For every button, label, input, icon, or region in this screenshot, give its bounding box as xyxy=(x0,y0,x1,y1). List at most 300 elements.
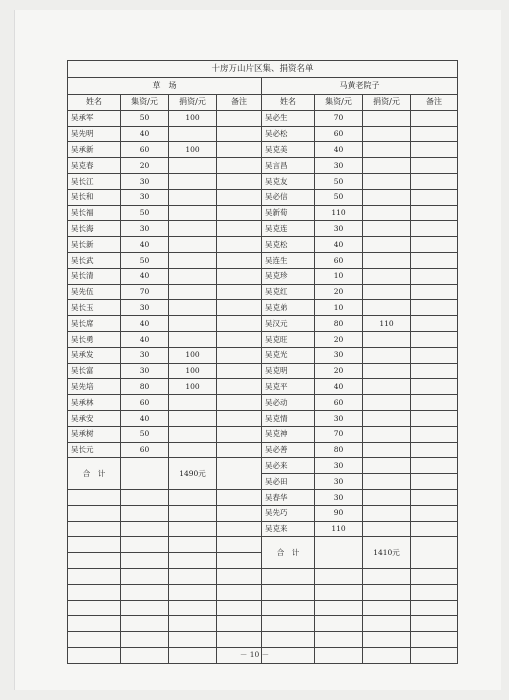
table-row xyxy=(68,173,458,189)
right-collect: 30 xyxy=(315,347,363,363)
right-empty xyxy=(315,584,363,600)
right-name: 吴先巧 xyxy=(262,505,315,521)
left-note xyxy=(217,221,262,237)
right-collect: 30 xyxy=(315,458,363,474)
right-collect: 90 xyxy=(315,505,363,521)
left-empty xyxy=(169,632,217,648)
right-note xyxy=(411,284,458,300)
right-name: 吴春华 xyxy=(262,489,315,505)
left-empty xyxy=(217,505,262,521)
left-collect: 40 xyxy=(121,331,169,347)
right-empty xyxy=(363,568,411,584)
table-row xyxy=(68,632,458,648)
right-donate xyxy=(363,268,411,284)
right-name: 吴克松 xyxy=(262,237,315,253)
left-empty xyxy=(68,505,121,521)
left-note xyxy=(217,300,262,316)
table-row xyxy=(68,189,458,205)
left-name: 吴先培 xyxy=(68,379,121,395)
right-donate xyxy=(363,458,411,474)
right-collect: 30 xyxy=(315,221,363,237)
right-donate xyxy=(363,395,411,411)
right-donate xyxy=(363,110,411,126)
right-empty xyxy=(262,600,315,616)
left-note xyxy=(217,379,262,395)
left-donate xyxy=(169,126,217,142)
left-collect: 30 xyxy=(121,363,169,379)
left-empty xyxy=(217,489,262,505)
right-name: 吴言昌 xyxy=(262,158,315,174)
left-name: 吴长勇 xyxy=(68,331,121,347)
right-donate xyxy=(363,126,411,142)
right-empty xyxy=(411,584,458,600)
right-note xyxy=(411,189,458,205)
header-collect: 集资/元 xyxy=(121,95,169,111)
left-note xyxy=(217,252,262,268)
table-row xyxy=(68,331,458,347)
left-collect: 60 xyxy=(121,442,169,458)
right-note xyxy=(411,221,458,237)
right-collect: 30 xyxy=(315,410,363,426)
right-collect: 30 xyxy=(315,474,363,490)
left-name: 吴长清 xyxy=(68,268,121,284)
right-name: 吴必生 xyxy=(262,110,315,126)
right-note xyxy=(411,331,458,347)
right-donate xyxy=(363,410,411,426)
right-note xyxy=(411,410,458,426)
right-donate xyxy=(363,331,411,347)
right-note xyxy=(411,126,458,142)
right-empty xyxy=(363,600,411,616)
right-name: 吴克弟 xyxy=(262,300,315,316)
right-empty xyxy=(363,616,411,632)
left-collect: 40 xyxy=(121,316,169,332)
left-empty xyxy=(68,537,121,553)
section-caochang: 草 场 xyxy=(68,78,262,95)
left-donate: 100 xyxy=(169,142,217,158)
left-empty xyxy=(217,616,262,632)
right-collect: 10 xyxy=(315,268,363,284)
table-row xyxy=(68,205,458,221)
left-collect: 50 xyxy=(121,205,169,221)
left-donate: 100 xyxy=(169,363,217,379)
right-donate xyxy=(363,474,411,490)
left-collect: 60 xyxy=(121,142,169,158)
left-empty xyxy=(217,600,262,616)
table-row xyxy=(68,142,458,158)
left-donate xyxy=(169,268,217,284)
right-collect: 60 xyxy=(315,126,363,142)
right-empty xyxy=(262,584,315,600)
table-row xyxy=(68,442,458,458)
left-collect: 50 xyxy=(121,110,169,126)
right-note xyxy=(411,379,458,395)
right-note xyxy=(411,347,458,363)
right-empty xyxy=(411,600,458,616)
left-empty xyxy=(68,584,121,600)
right-donate xyxy=(363,300,411,316)
right-empty xyxy=(262,616,315,632)
right-collect: 30 xyxy=(315,158,363,174)
right-name: 吴克来 xyxy=(262,521,315,537)
left-note xyxy=(217,237,262,253)
left-name: 吴长富 xyxy=(68,363,121,379)
left-empty xyxy=(68,600,121,616)
left-empty xyxy=(121,616,169,632)
right-collect: 80 xyxy=(315,442,363,458)
left-donate: 100 xyxy=(169,347,217,363)
table-row xyxy=(68,237,458,253)
left-empty xyxy=(169,537,217,553)
left-name: 吴长席 xyxy=(68,316,121,332)
right-note xyxy=(411,158,458,174)
left-name: 吴长福 xyxy=(68,205,121,221)
right-empty xyxy=(411,568,458,584)
right-name: 吴克连 xyxy=(262,221,315,237)
right-collect: 110 xyxy=(315,205,363,221)
left-collect: 60 xyxy=(121,395,169,411)
right-donate xyxy=(363,158,411,174)
right-note xyxy=(411,363,458,379)
right-name: 吴必来 xyxy=(262,458,315,474)
left-empty xyxy=(217,553,262,569)
right-donate: 110 xyxy=(363,316,411,332)
table-row xyxy=(68,363,458,379)
right-name: 吴克友 xyxy=(262,173,315,189)
left-donate xyxy=(169,189,217,205)
table-row xyxy=(68,458,458,474)
left-empty xyxy=(68,616,121,632)
left-name: 吴先明 xyxy=(68,126,121,142)
right-note xyxy=(411,521,458,537)
left-note xyxy=(217,442,262,458)
left-collect: 50 xyxy=(121,252,169,268)
left-empty xyxy=(217,568,262,584)
right-note xyxy=(411,205,458,221)
right-donate xyxy=(363,189,411,205)
right-note xyxy=(411,173,458,189)
left-note xyxy=(217,395,262,411)
left-empty xyxy=(121,600,169,616)
right-note xyxy=(411,237,458,253)
table-row xyxy=(68,489,458,505)
right-note xyxy=(411,489,458,505)
header-name: 姓名 xyxy=(262,95,315,111)
left-donate xyxy=(169,300,217,316)
right-name: 吴新荀 xyxy=(262,205,315,221)
left-total-note xyxy=(217,458,262,490)
right-donate xyxy=(363,347,411,363)
left-name: 吴长武 xyxy=(68,252,121,268)
left-empty xyxy=(68,632,121,648)
right-total-label: 合 计 xyxy=(262,537,315,569)
right-total-amount: 1410元 xyxy=(363,537,411,569)
table-row xyxy=(68,347,458,363)
left-empty xyxy=(169,521,217,537)
left-note xyxy=(217,173,262,189)
left-donate: 100 xyxy=(169,379,217,395)
left-donate xyxy=(169,205,217,221)
table-row xyxy=(68,252,458,268)
left-empty xyxy=(121,521,169,537)
left-name: 吴长江 xyxy=(68,173,121,189)
left-note xyxy=(217,189,262,205)
header-name: 姓名 xyxy=(68,95,121,111)
left-donate xyxy=(169,410,217,426)
section-mahuang: 马黄老院子 xyxy=(262,78,458,95)
left-donate xyxy=(169,316,217,332)
right-collect: 60 xyxy=(315,395,363,411)
table-row xyxy=(68,268,458,284)
left-donate xyxy=(169,284,217,300)
right-note xyxy=(411,252,458,268)
right-collect: 70 xyxy=(315,426,363,442)
table-row xyxy=(68,395,458,411)
right-empty xyxy=(411,616,458,632)
right-name: 吴克平 xyxy=(262,379,315,395)
table-row xyxy=(68,410,458,426)
right-note xyxy=(411,142,458,158)
right-collect: 20 xyxy=(315,363,363,379)
right-collect: 40 xyxy=(315,142,363,158)
right-name: 吴克明 xyxy=(262,363,315,379)
table-title: 十房万山片区集、捐资名单 xyxy=(68,61,458,78)
right-empty xyxy=(315,568,363,584)
left-empty xyxy=(121,489,169,505)
right-collect: 40 xyxy=(315,379,363,395)
header-collect: 集资/元 xyxy=(315,95,363,111)
left-empty xyxy=(169,568,217,584)
table-row xyxy=(68,600,458,616)
left-empty xyxy=(68,521,121,537)
right-collect: 110 xyxy=(315,521,363,537)
header-note: 备注 xyxy=(217,95,262,111)
right-empty xyxy=(363,632,411,648)
right-name: 吴克美 xyxy=(262,142,315,158)
left-name: 吴长元 xyxy=(68,442,121,458)
table-row xyxy=(68,426,458,442)
left-donate xyxy=(169,173,217,189)
left-empty xyxy=(169,553,217,569)
left-donate xyxy=(169,442,217,458)
right-total-collect xyxy=(315,537,363,569)
left-note xyxy=(217,126,262,142)
table-row xyxy=(68,584,458,600)
right-collect: 80 xyxy=(315,316,363,332)
left-empty xyxy=(217,521,262,537)
left-note xyxy=(217,316,262,332)
right-total-note xyxy=(411,537,458,569)
right-note xyxy=(411,316,458,332)
left-total-label: 合 计 xyxy=(68,458,121,490)
left-donate: 100 xyxy=(169,110,217,126)
left-empty xyxy=(121,584,169,600)
right-note xyxy=(411,426,458,442)
right-donate xyxy=(363,442,411,458)
right-name: 吴汉元 xyxy=(262,316,315,332)
right-collect: 40 xyxy=(315,237,363,253)
left-empty xyxy=(169,584,217,600)
table-row xyxy=(68,221,458,237)
right-note xyxy=(411,110,458,126)
right-name: 吴克珍 xyxy=(262,268,315,284)
right-note xyxy=(411,474,458,490)
right-collect: 50 xyxy=(315,189,363,205)
right-name: 吴必动 xyxy=(262,395,315,411)
left-collect: 30 xyxy=(121,221,169,237)
header-donate: 捐资/元 xyxy=(169,95,217,111)
right-name: 吴克情 xyxy=(262,410,315,426)
left-empty xyxy=(169,600,217,616)
table-row xyxy=(68,284,458,300)
right-donate xyxy=(363,363,411,379)
left-donate xyxy=(169,221,217,237)
right-donate xyxy=(363,521,411,537)
right-empty xyxy=(315,600,363,616)
left-note xyxy=(217,142,262,158)
left-name: 吴克春 xyxy=(68,158,121,174)
right-name: 吴必善 xyxy=(262,442,315,458)
right-note xyxy=(411,300,458,316)
left-name: 吴承树 xyxy=(68,426,121,442)
left-note xyxy=(217,110,262,126)
left-empty xyxy=(68,553,121,569)
left-note xyxy=(217,331,262,347)
left-empty xyxy=(121,505,169,521)
left-collect: 30 xyxy=(121,173,169,189)
right-name: 吴克红 xyxy=(262,284,315,300)
left-note xyxy=(217,363,262,379)
donation-table xyxy=(67,60,458,664)
right-empty xyxy=(315,616,363,632)
table-row xyxy=(68,379,458,395)
page-number: － 10 － xyxy=(239,650,270,659)
left-total-amount: 1490元 xyxy=(169,458,217,490)
right-name: 吴必松 xyxy=(262,126,315,142)
right-note xyxy=(411,268,458,284)
table-row xyxy=(68,110,458,126)
left-donate xyxy=(169,237,217,253)
right-donate xyxy=(363,237,411,253)
left-donate xyxy=(169,395,217,411)
left-collect: 40 xyxy=(121,237,169,253)
right-name: 吴连生 xyxy=(262,252,315,268)
right-collect: 60 xyxy=(315,252,363,268)
left-collect: 70 xyxy=(121,284,169,300)
left-empty xyxy=(121,568,169,584)
right-note xyxy=(411,505,458,521)
left-name: 吴长新 xyxy=(68,237,121,253)
right-name: 吴克光 xyxy=(262,347,315,363)
right-note xyxy=(411,458,458,474)
right-donate xyxy=(363,221,411,237)
table-row xyxy=(68,158,458,174)
left-name: 吴长玉 xyxy=(68,300,121,316)
left-collect: 50 xyxy=(121,426,169,442)
right-collect: 10 xyxy=(315,300,363,316)
left-empty xyxy=(169,505,217,521)
right-donate xyxy=(363,426,411,442)
right-empty xyxy=(262,568,315,584)
right-name: 吴必信 xyxy=(262,189,315,205)
left-donate xyxy=(169,426,217,442)
left-name: 吴承军 xyxy=(68,110,121,126)
left-empty xyxy=(121,553,169,569)
left-note xyxy=(217,426,262,442)
table-row xyxy=(68,316,458,332)
table-row xyxy=(68,537,458,553)
header-donate: 捐资/元 xyxy=(363,95,411,111)
left-note xyxy=(217,284,262,300)
left-collect: 20 xyxy=(121,158,169,174)
left-collect: 30 xyxy=(121,189,169,205)
right-empty xyxy=(411,632,458,648)
right-name: 吴必田 xyxy=(262,474,315,490)
left-empty xyxy=(169,489,217,505)
left-collect: 40 xyxy=(121,268,169,284)
left-name: 吴承发 xyxy=(68,347,121,363)
right-empty xyxy=(315,632,363,648)
left-empty xyxy=(68,568,121,584)
table-row xyxy=(68,568,458,584)
right-donate xyxy=(363,379,411,395)
left-donate xyxy=(169,158,217,174)
right-donate xyxy=(363,252,411,268)
right-donate xyxy=(363,173,411,189)
left-name: 吴承安 xyxy=(68,410,121,426)
left-empty xyxy=(68,489,121,505)
right-empty xyxy=(262,632,315,648)
right-empty xyxy=(363,584,411,600)
left-donate xyxy=(169,331,217,347)
left-name: 吴长海 xyxy=(68,221,121,237)
right-collect: 20 xyxy=(315,331,363,347)
table-row xyxy=(68,505,458,521)
left-name: 吴承林 xyxy=(68,395,121,411)
right-donate xyxy=(363,284,411,300)
right-note xyxy=(411,395,458,411)
right-donate xyxy=(363,205,411,221)
table-row xyxy=(68,126,458,142)
left-empty xyxy=(217,584,262,600)
table-row xyxy=(68,300,458,316)
right-collect: 30 xyxy=(315,489,363,505)
left-collect: 40 xyxy=(121,126,169,142)
left-empty xyxy=(217,632,262,648)
header-note: 备注 xyxy=(411,95,458,111)
right-donate xyxy=(363,142,411,158)
right-collect: 20 xyxy=(315,284,363,300)
left-donate xyxy=(169,252,217,268)
left-empty xyxy=(121,632,169,648)
left-name: 吴先伍 xyxy=(68,284,121,300)
left-empty xyxy=(217,537,262,553)
table-row xyxy=(68,616,458,632)
left-note xyxy=(217,205,262,221)
left-total-collect xyxy=(121,458,169,490)
left-collect: 80 xyxy=(121,379,169,395)
right-collect: 50 xyxy=(315,173,363,189)
left-collect: 30 xyxy=(121,347,169,363)
left-empty xyxy=(121,537,169,553)
right-collect: 70 xyxy=(315,110,363,126)
left-note xyxy=(217,410,262,426)
left-collect: 30 xyxy=(121,300,169,316)
right-name: 吴克旺 xyxy=(262,331,315,347)
left-name: 吴承新 xyxy=(68,142,121,158)
right-name: 吴克神 xyxy=(262,426,315,442)
right-donate xyxy=(363,489,411,505)
